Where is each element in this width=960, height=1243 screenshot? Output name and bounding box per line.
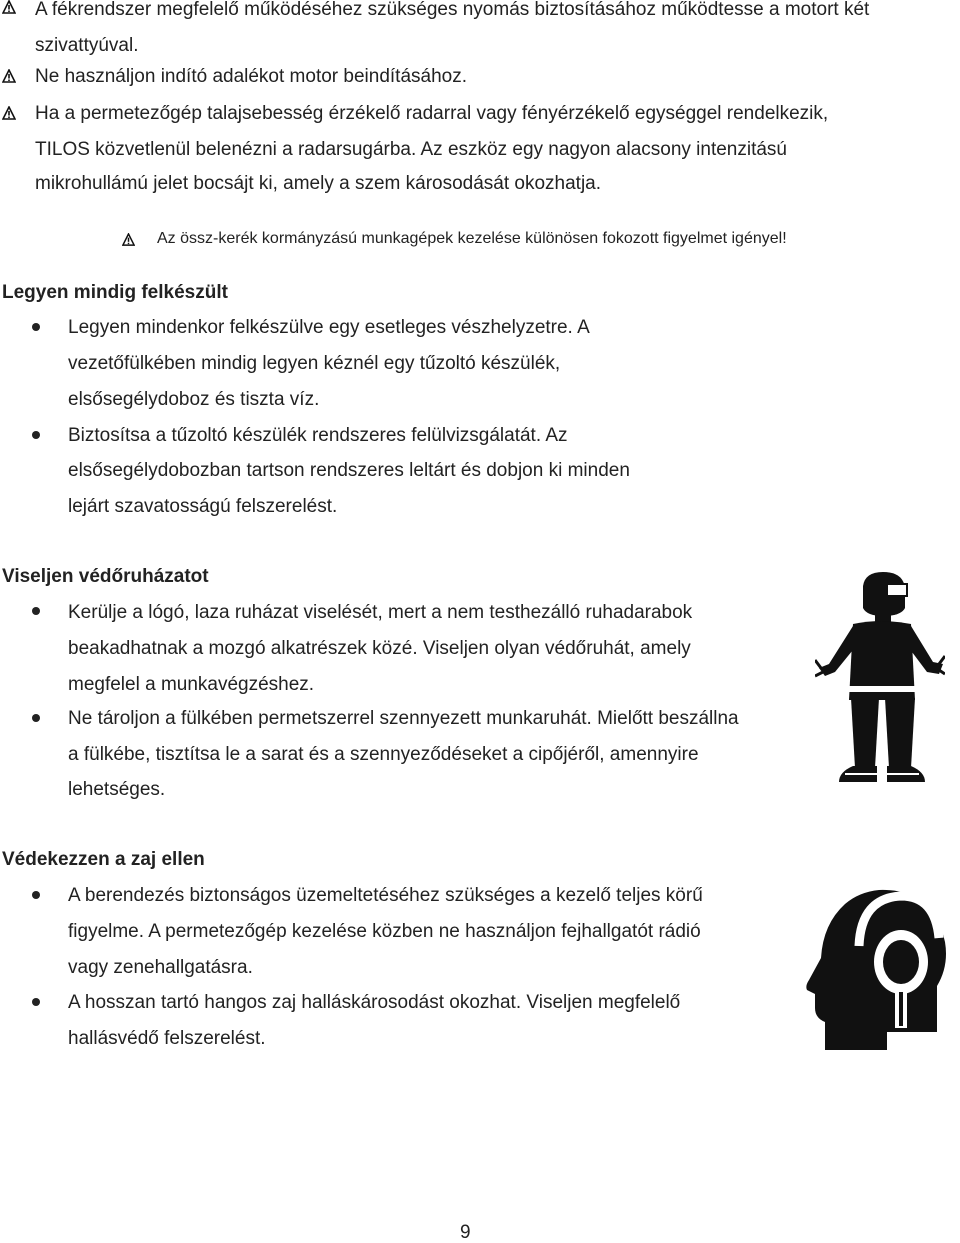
list-text: elsősegélydobozban tartson rendszeres leltárt és dobjon ki minden — [68, 460, 630, 481]
bullet-icon — [32, 714, 40, 722]
bullet-icon — [32, 607, 40, 615]
list-text: a fülkébe, tisztítsa le a sarat és a szennyeződéseket a cipőjéről, amennyire — [68, 744, 699, 765]
bullet-icon — [32, 891, 40, 899]
section-heading: Legyen mindig felkészült — [2, 282, 228, 303]
list-text: vagy zenehallgatásra. — [68, 957, 253, 978]
warning-text: mikrohullámú jelet bocsájt ki, amely a szem károsodását okozhatja. — [35, 173, 602, 194]
list-text: hallásvédő felszerelést. — [68, 1028, 266, 1049]
list-text: A berendezés biztonságos üzemeltetéséhez szükséges a kezelő teljes körű — [68, 885, 703, 906]
bullet-icon — [32, 998, 40, 1006]
warning-text: szivattyúval. — [35, 35, 139, 56]
bullet-icon — [32, 323, 40, 331]
warning-text: A fékrendszer megfelelő működéséhez szükséges nyomás biztosításához működtesse a motort két — [35, 0, 870, 20]
list-text: Kerülje a lógó, laza ruházat viselését, mert a nem testhezálló ruhadarabok — [68, 602, 693, 623]
list-text: vezetőfülkében mindig legyen kéznél egy tűzoltó készülék, — [68, 353, 561, 374]
page-number: 9 — [460, 1222, 471, 1243]
list-text: A hosszan tartó hangos zaj halláskárosodást okozhat. Viseljen megfelelő — [68, 992, 681, 1013]
list-text: megfelel a munkavégzéshez. — [68, 674, 315, 695]
list-text: elsősegélydoboz és tiszta víz. — [68, 389, 320, 410]
list-text: beakadhatnak a mozgó alkatrészek közé. Viseljen olyan védőruhát, amely — [68, 638, 691, 659]
list-text: lejárt szavatosságú felszerelést. — [68, 496, 338, 517]
list-text: Biztosítsa a tűzoltó készülék rendszeres felülvizsgálatát. Az — [68, 425, 568, 446]
protective-suit-person-icon — [815, 568, 945, 788]
warning-text: TILOS közvetlenül belenézni a radarsugárba. Az eszköz egy nagyon alacsony intenzitású — [35, 139, 788, 160]
section-heading: Védekezzen a zaj ellen — [2, 849, 205, 870]
list-text: figyelme. A permetezőgép kezelése közben ne használjon fejhallgatót rádió — [68, 921, 701, 942]
warning-text: Ne használjon indító adalékot motor beindításához. — [35, 66, 467, 87]
section-heading: Viseljen védőruházatot — [2, 566, 209, 587]
list-text: lehetséges. — [68, 779, 166, 800]
list-text: Ne tároljon a fülkében permetszerrel szennyezett munkaruhát. Mielőtt beszállna — [68, 708, 739, 729]
note-text: Az össz-kerék kormányzású munkagépek kezelése különösen fokozott figyelmet igényel! — [157, 230, 787, 247]
list-text: Legyen mindenkor felkészülve egy esetleges vészhelyzetre. A — [68, 317, 590, 338]
hearing-protection-head-icon — [805, 882, 953, 1054]
warning-text: Ha a permetezőgép talajsebesség érzékelő radarral vagy fényérzékelő egységgel rendelkezik, — [35, 103, 829, 124]
bullet-icon — [32, 431, 40, 439]
